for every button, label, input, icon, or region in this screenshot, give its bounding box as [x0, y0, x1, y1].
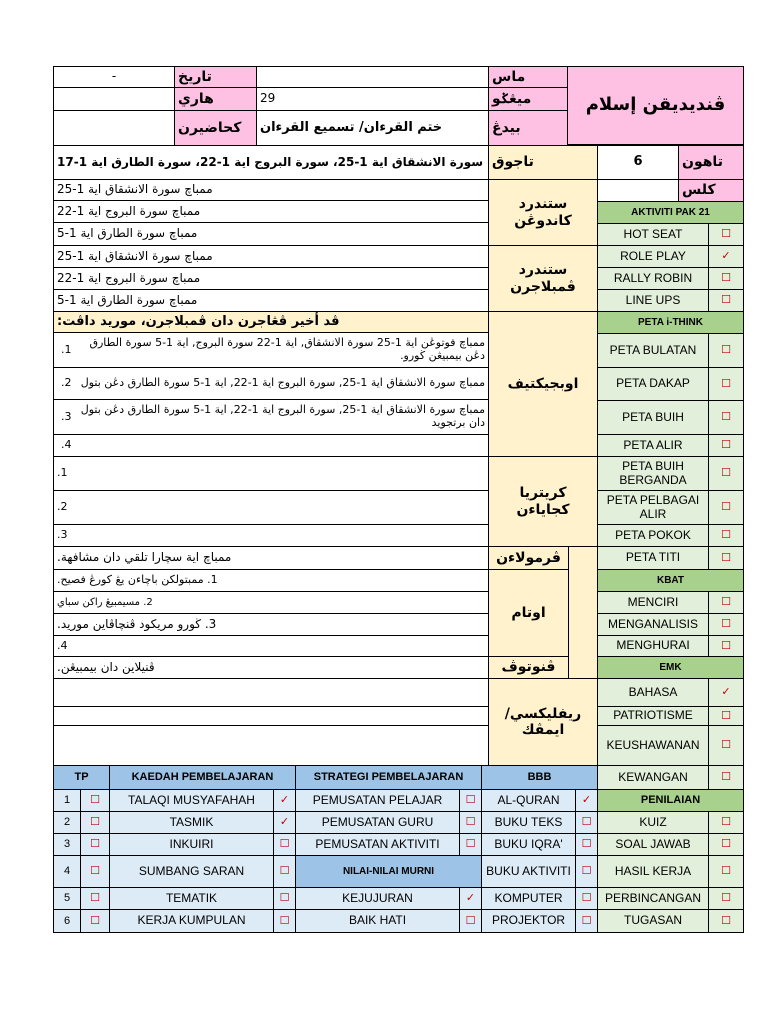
checkbox[interactable]: ☐	[708, 909, 744, 933]
nilai-header: NILAI-NILAI MURNI	[295, 855, 482, 888]
utama-item: 3. ڬورو مريكود ڤنچاڤاين موريد.	[53, 613, 489, 636]
checkbox[interactable]: ✓	[273, 811, 296, 834]
nilai-item: KEJUJURAN	[295, 887, 460, 910]
refleksi-line	[53, 678, 489, 707]
strategi-header: STRATEGI PEMBELAJARAN	[295, 765, 482, 790]
checkbox[interactable]: ☐	[459, 909, 482, 933]
checkbox[interactable]: ☐	[708, 855, 744, 888]
checkbox[interactable]: ☐	[80, 833, 110, 856]
refleksi-label: ريفليكسي/ ايمڤك	[488, 678, 598, 766]
sp-item: ممباچ سورة الانشقاق اية 1-25	[53, 245, 489, 268]
langkah-side-strip	[568, 546, 598, 679]
objektif-item	[53, 367, 489, 400]
strategi-item: PEMUSATAN GURU	[295, 811, 460, 834]
tahun-label: تاهون	[678, 145, 744, 180]
kbat-item: MENCIRI	[597, 591, 709, 614]
kaedah-item: INKUIRI	[109, 833, 274, 856]
penilaian-item: HASIL KERJA	[597, 855, 709, 888]
bbb-item: KOMPUTER	[481, 887, 576, 910]
penutup-label: ڤنوتوڤ	[488, 656, 569, 679]
peta-item: PETA BULATAN	[597, 333, 709, 368]
objektif-item	[53, 399, 489, 435]
checkbox[interactable]: ☐	[708, 434, 744, 457]
checkbox[interactable]: ☐	[708, 765, 744, 790]
masa-label: ماس	[488, 66, 568, 88]
kaedah-header: KAEDAH PEMBELAJARAN	[109, 765, 296, 790]
kaedah-item: KERJA KUMPULAN	[109, 909, 274, 933]
checkbox[interactable]: ☐	[575, 811, 598, 834]
checkbox[interactable]: ☐	[459, 789, 482, 812]
emk-header: EMK	[597, 656, 744, 679]
kaedah-item: SUMBANG SARAN	[109, 855, 274, 888]
checkbox[interactable]: ✓	[708, 245, 744, 268]
objektif-number: 2.	[61, 376, 72, 390]
refleksi-line	[53, 725, 489, 766]
checkbox[interactable]: ☐	[708, 613, 744, 636]
kbat-item: MENGANALISIS	[597, 613, 709, 636]
strategi-item: PEMUSATAN PELAJAR	[295, 789, 460, 812]
standard-kandungan-label: ستندرد كاندوڠن	[488, 179, 598, 246]
checkbox[interactable]: ☐	[459, 833, 482, 856]
checkbox[interactable]: ☐	[708, 400, 744, 435]
kriteria-item: 3.	[53, 524, 489, 547]
sk-item: ممباچ سورة الطارق اية 1-5	[53, 222, 489, 246]
checkbox[interactable]: ☐	[708, 267, 744, 290]
sk-item: ممباچ سورة البروج اية 1-22	[53, 200, 489, 223]
hari-value	[53, 87, 175, 111]
bbb-item: AL-QURAN	[481, 789, 576, 812]
bidang-value: ختم القرءان/ تسميع القرءان	[256, 110, 489, 146]
penilaian-item: SOAL JAWAB	[597, 833, 709, 856]
checkbox[interactable]: ☐	[273, 909, 296, 933]
masa-value	[256, 66, 489, 88]
strategi-item: PEMUSATAN AKTIVITI	[295, 833, 460, 856]
checkbox[interactable]: ☐	[273, 833, 296, 856]
peta-item: PETA TITI	[597, 546, 709, 570]
minggu-value: 29	[256, 87, 489, 111]
subject-title: ڤنديديقن إسلام	[567, 66, 744, 145]
kaedah-item: TALAQI MUSYAFAHAH	[109, 789, 274, 812]
bbb-item: BUKU AKTIVITI	[481, 855, 576, 888]
permulaan-label: ڤرمولاءن	[488, 546, 569, 570]
kriteria-item: 2.	[53, 490, 489, 525]
sp-item: ممباچ سورة البروج اية 1-22	[53, 267, 489, 290]
checkbox[interactable]: ☐	[708, 635, 744, 657]
checkbox[interactable]: ☐	[708, 289, 744, 312]
checkbox[interactable]: ☐	[273, 887, 296, 910]
checkbox[interactable]: ☐	[708, 706, 744, 726]
checkbox[interactable]: ☐	[273, 855, 296, 888]
utama-label: اوتام	[488, 569, 569, 657]
checkbox[interactable]: ☐	[575, 833, 598, 856]
aktiviti-item: LINE UPS	[597, 289, 709, 312]
bbb-header: BBB	[481, 765, 598, 790]
penilaian-item: TUGASAN	[597, 909, 709, 933]
kelas-label: كلس	[678, 179, 744, 202]
checkbox[interactable]: ☐	[708, 887, 744, 910]
kaedah-item: TEMATIK	[109, 887, 274, 910]
checkbox[interactable]: ✓	[459, 887, 482, 910]
tp-number: 4	[53, 855, 81, 888]
objektif-item	[53, 332, 489, 368]
objektif-number: 3.	[61, 409, 72, 423]
checkbox[interactable]: ✓	[273, 789, 296, 812]
tarikh-value: -	[53, 66, 175, 88]
tarikh-label: تاريخ	[174, 66, 257, 88]
bbb-item: BUKU TEKS	[481, 811, 576, 834]
nilai-item: BAIK HATI	[295, 909, 460, 933]
aktiviti-item: ROLE PLAY	[597, 245, 709, 268]
checkbox[interactable]: ☐	[708, 456, 744, 491]
tp-header: TP	[53, 765, 110, 790]
aktiviti-item: RALLY ROBIN	[597, 267, 709, 290]
permulaan-text: ممباچ اية سچارا تلقي دان مشافهة.	[53, 546, 489, 570]
penutup-text: ڤنيلاين دان بيمبيڠن.	[53, 656, 489, 679]
checkbox[interactable]: ☐	[575, 909, 598, 933]
peta-item: PETA DAKAP	[597, 367, 709, 401]
peta-item: PETA PELBAGAI ALIR	[597, 490, 709, 525]
emk-item: BAHASA	[597, 678, 709, 707]
checkbox[interactable]: ☐	[708, 725, 744, 766]
checkbox[interactable]: ☐	[708, 591, 744, 614]
kbat-item: MENGHURAI	[597, 635, 709, 657]
checkbox[interactable]: ☐	[708, 811, 744, 834]
objektif-item	[53, 434, 489, 457]
objektif-text: ممباچ سورة الانشقاق اية 1-25, سورة البروج اية 1-22, اية 1-5 سورة الطارق دڠن بتول دان برتجويد	[80, 403, 485, 429]
hari-label: هاري	[174, 87, 257, 111]
peta-item: PETA BUIH BERGANDA	[597, 456, 709, 491]
tp-number: 2	[53, 811, 81, 834]
checkbox[interactable]: ☐	[80, 789, 110, 812]
sk-item: ممباچ سورة الانشقاق اية 1-25	[53, 179, 489, 201]
kbat-header: KBAT	[597, 569, 744, 592]
penilaian-item: PERBINCANGAN	[597, 887, 709, 910]
objektif-number: 1.	[61, 342, 72, 356]
checkbox[interactable]: ☐	[708, 367, 744, 401]
refleksi-line	[53, 706, 489, 726]
tp-number: 1	[53, 789, 81, 812]
checkbox[interactable]: ☐	[575, 855, 598, 888]
kehadiran-label: كحاضيرن	[174, 110, 257, 146]
objektif-label: اوبجيكتيف	[488, 311, 598, 457]
emk-item: KEWANGAN	[597, 765, 709, 790]
kaedah-item: TASMIK	[109, 811, 274, 834]
tajuk-value: سورة الانشقاق اية 1-25، سورة البروج اية 1-22، سورة الطارق اية 1-17	[53, 145, 489, 180]
tp-number: 3	[53, 833, 81, 856]
tajuk-label: تاجوق	[488, 145, 598, 180]
bbb-item: PROJEKTOR	[481, 909, 576, 933]
checkbox[interactable]: ☐	[575, 887, 598, 910]
checkbox[interactable]: ☐	[708, 833, 744, 856]
sp-item: ممباچ سورة الطارق اية 1-5	[53, 289, 489, 312]
aktiviti-item: HOT SEAT	[597, 223, 709, 246]
utama-item: 2. مسيمبيڠ راكن سباي	[53, 591, 489, 614]
bidang-label: بيدڠ	[488, 110, 568, 146]
checkbox[interactable]: ☐	[708, 524, 744, 547]
peta-item: PETA BUIH	[597, 400, 709, 435]
tp-number: 5	[53, 887, 81, 910]
checkbox[interactable]: ☐	[708, 490, 744, 525]
checkbox[interactable]: ☐	[708, 223, 744, 246]
checkbox[interactable]: ✓	[575, 789, 598, 812]
minggu-label: ميڠݢو	[488, 87, 568, 111]
objektif-number: 4.	[61, 438, 72, 452]
checkbox[interactable]: ☐	[80, 909, 110, 933]
kriteria-label: كريتريا كجاياءن	[488, 456, 598, 547]
objektif-text: ممباچ سورة الانشقاق اية 1-25, سورة البروج اية 1-22, اية 1-5 سورة الطارق دڠن بتول	[80, 376, 485, 390]
bbb-item: BUKU IQRA'	[481, 833, 576, 856]
peta-item: PETA ALIR	[597, 434, 709, 457]
objektif-text: ممباچ فوتوڠن اية 1-25 سورة الانشقاق, اية 1-22 سورة البروج, اية 1-5 سورة الطارق دڠن بيمبيڠن ڬورو.	[89, 336, 485, 362]
penilaian-item: KUIZ	[597, 811, 709, 834]
standard-pembelajaran-label: ستندرد ڤمبلاجرن	[488, 245, 598, 312]
checkbox[interactable]: ☐	[708, 333, 744, 368]
checkbox[interactable]: ☐	[459, 811, 482, 834]
checkbox[interactable]: ✓	[708, 678, 744, 707]
utama-item: 1. ممبتولكن باچاءن يڠ كورڠ فصيح.	[53, 569, 489, 592]
kelas-value	[597, 179, 679, 202]
peta-item: PETA POKOK	[597, 524, 709, 547]
tahun-value: 6	[597, 145, 679, 180]
peta-header: PETA i-THINK	[597, 311, 744, 334]
utama-item: 4.	[53, 635, 489, 657]
checkbox[interactable]: ☐	[80, 811, 110, 834]
kehadiran-value	[53, 110, 175, 146]
checkbox[interactable]: ☐	[80, 887, 110, 910]
tp-number: 6	[53, 909, 81, 933]
checkbox[interactable]: ☐	[708, 546, 744, 570]
emk-item: PATRIOTISME	[597, 706, 709, 726]
checkbox[interactable]: ☐	[80, 855, 110, 888]
emk-item: KEUSHAWANAN	[597, 725, 709, 766]
kriteria-item: 1.	[53, 456, 489, 491]
aktiviti-header: AKTIVITI PAK 21	[597, 201, 744, 224]
penilaian-header: PENILAIAN	[597, 789, 744, 812]
objektif-intro: ڤد أخير ڤڠاجرن دان ڤمبلاجرن، موريد داڤت:	[53, 311, 489, 333]
